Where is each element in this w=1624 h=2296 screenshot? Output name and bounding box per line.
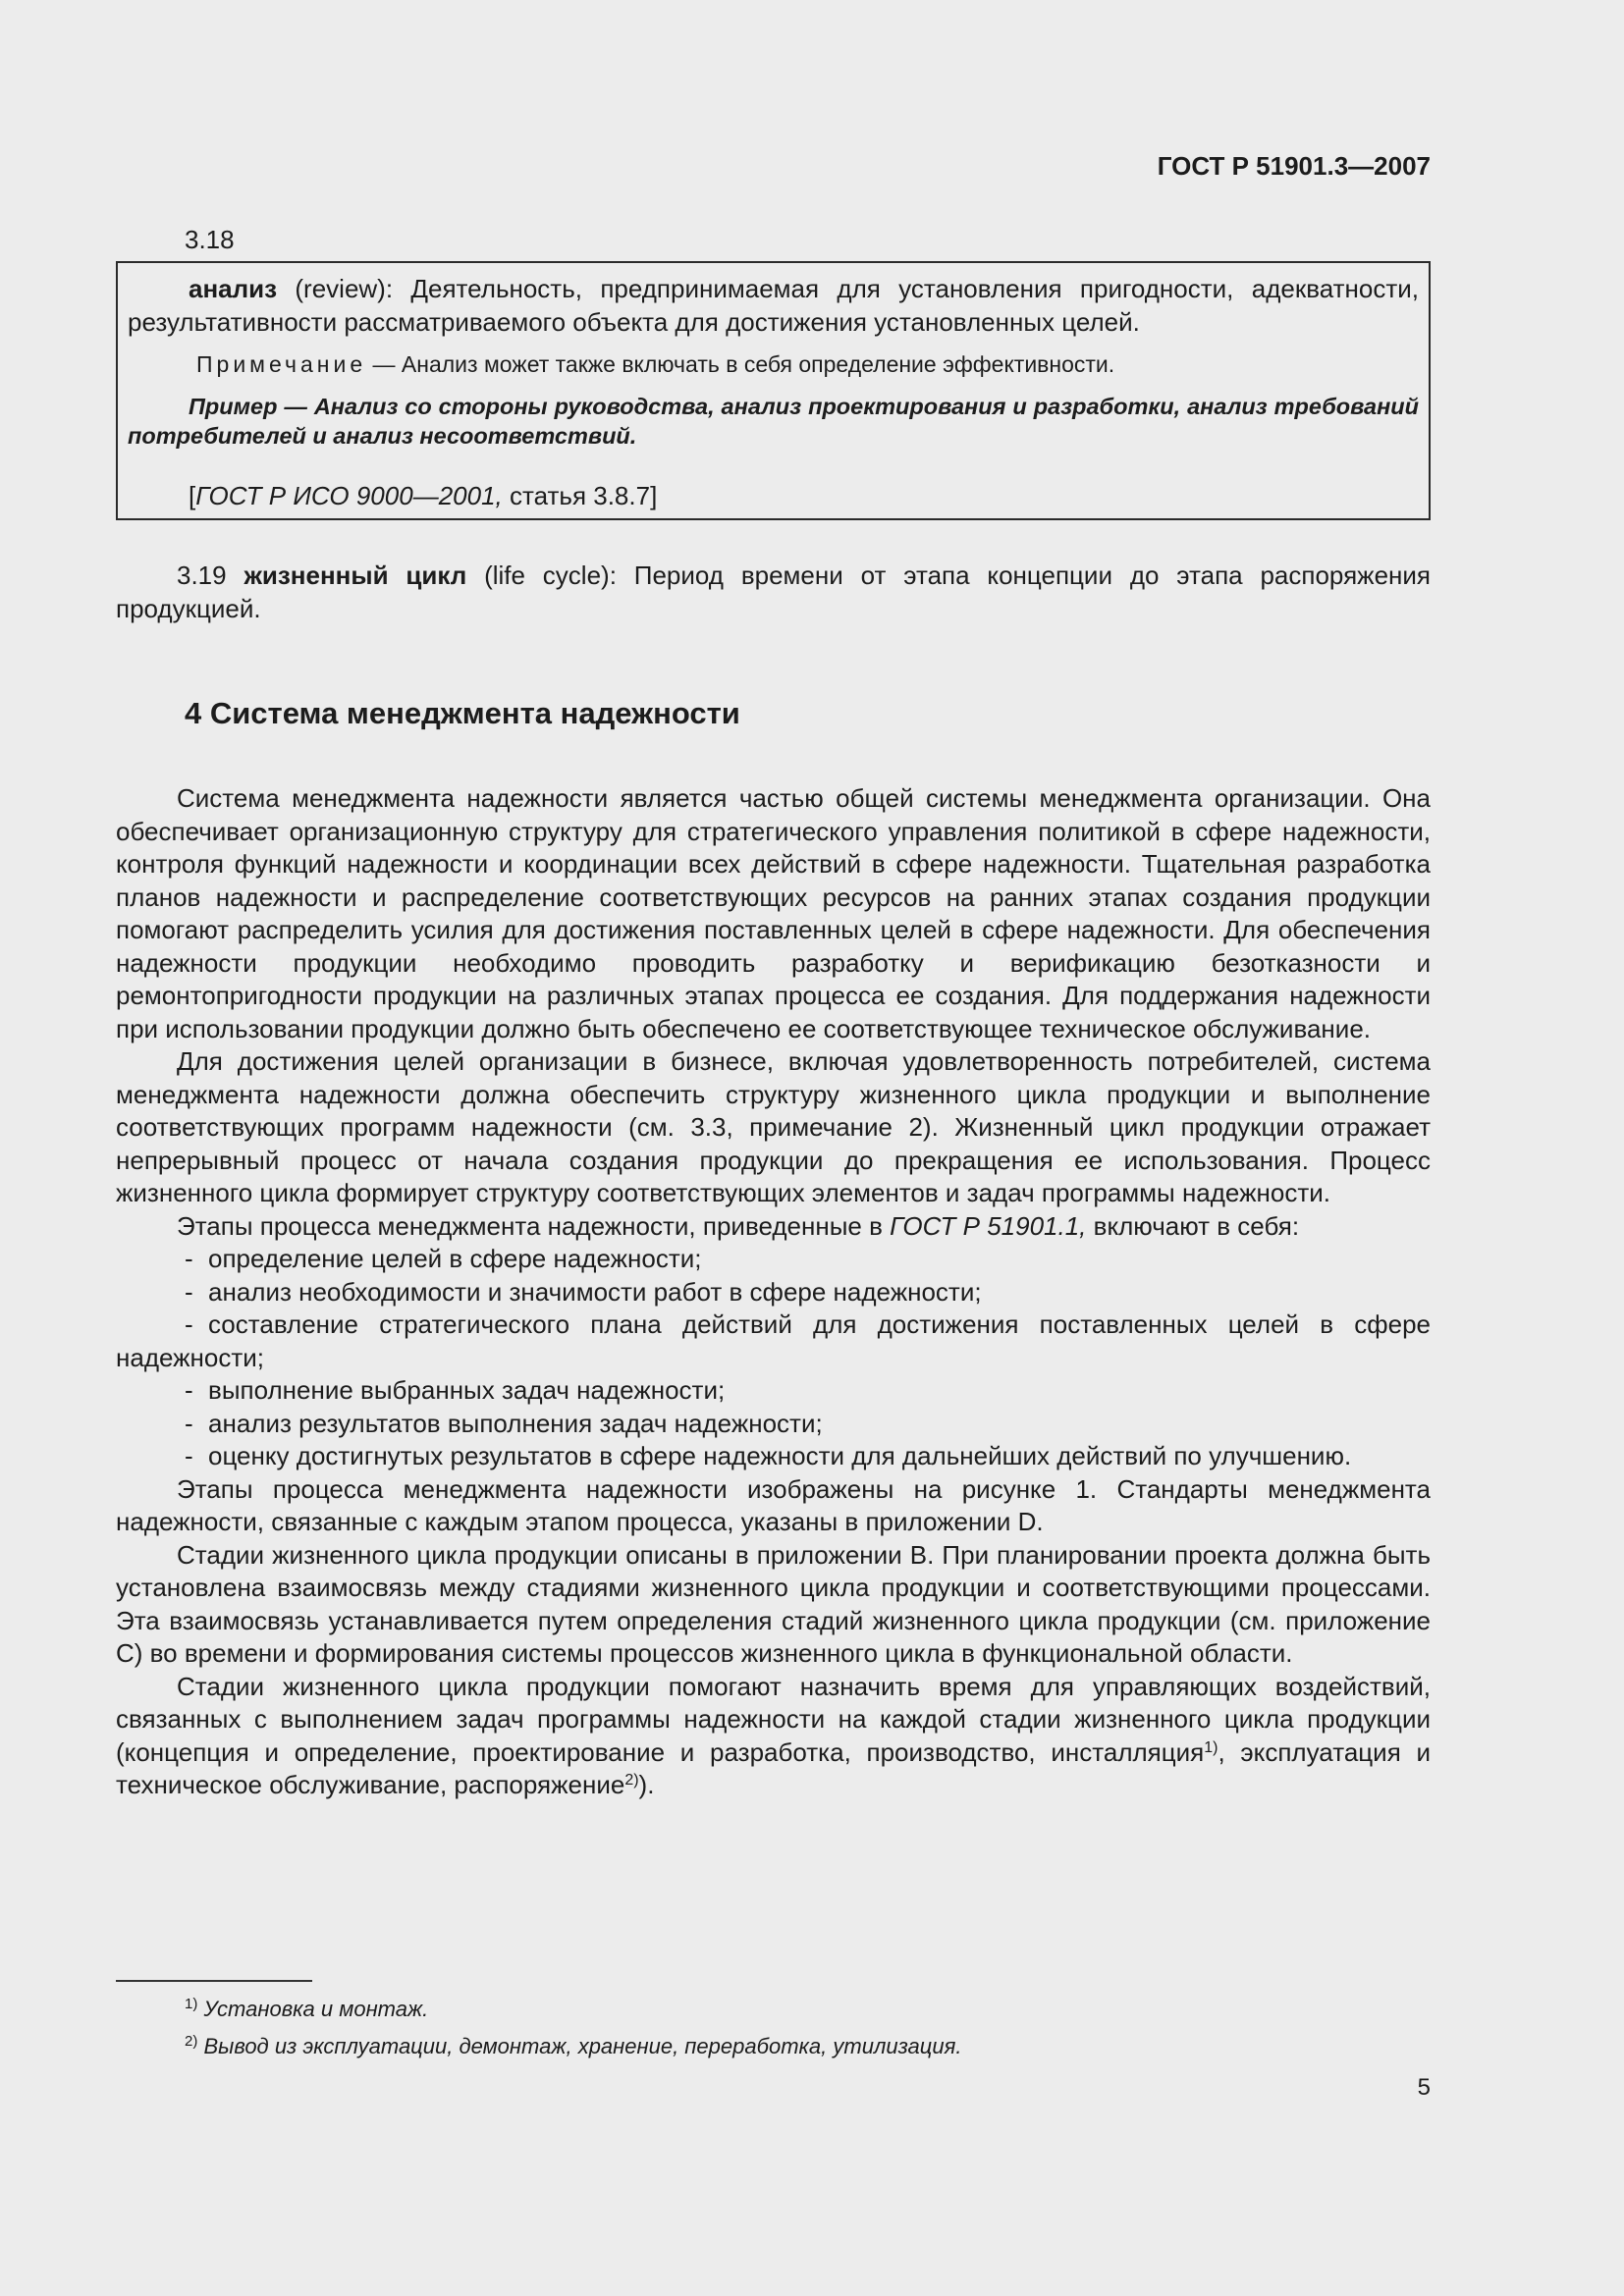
paragraph-3 xyxy=(116,1210,1431,1244)
term-definition-box xyxy=(116,261,1431,520)
list-item-text: анализ необходимости и значимости работ в сфере надежности; xyxy=(208,1276,982,1307)
note-text: — Анализ может также включать в себя определение эффективности. xyxy=(366,351,1115,377)
standard-reference: ГОСТ Р 51901.1, xyxy=(890,1210,1087,1241)
footnote-text: Вывод из эксплуатации, демонтаж, хранение, переработка, утилизация. xyxy=(197,2034,962,2058)
list-item-text: анализ результатов выполнения задач надежности; xyxy=(208,1408,823,1438)
paragraph-6-text: Стадии жизненного цикла продукции помогают назначить время для управляющих воздействий, связанных с выполнением задач программы надежности на каждой стадии жизненного цикла продукции (концепция и определение, проектирование и разработка, производство, инсталляция xyxy=(116,1671,1431,1767)
footnote-mark: 1) xyxy=(185,1996,198,2012)
paragraph-4: Этапы процесса менеджмента надежности изображены на рисунке 1. Стандарты менеджмента надежности, связанные с каждым этапом процесса, указаны в приложении D. xyxy=(116,1473,1431,1536)
footnote-ref-1: 1) xyxy=(1204,1738,1218,1756)
term-319-text: (life cycle): Период времени от этапа концепции до этапа распоряжения продукцией. xyxy=(116,561,1431,623)
list-item: - выполнение выбранных задач надежности; xyxy=(185,1375,726,1405)
section-body xyxy=(116,782,1431,1802)
paragraph-5: Стадии жизненного цикла продукции описаны в приложении B. При планировании проекта должна быть установлена взаимосвязь между стадиями жизненного цикла продукции и соответствующими процессами. Эта взаимосвязь устанавливается путем определения стадий жизненного цикла продукции (см. приложение C) во времени и формирования системы процессов жизненного цикла в функциональной области. xyxy=(116,1539,1431,1668)
paragraph-6-text-2: , эксплуатация и техническое обслуживание, распоряжение xyxy=(116,1736,1432,1799)
term-definition xyxy=(128,273,1419,339)
document-code: ГОСТ Р 51901.3—2007 xyxy=(1157,151,1431,181)
list-item: - определение целей в сфере надежности; xyxy=(185,1244,702,1273)
list-item-text: выполнение выбранных задач надежности; xyxy=(208,1375,726,1405)
term-note xyxy=(128,348,1419,382)
paragraph-1: Система менеджмента надежности является частью общей системы менеджмента организации. Она обеспечивает организационную структуру для стратегического управления политикой в сфере надежности, контроля функций надежности и координации всех действий в сфере надежности. Тщательная разработка планов надежности и распределение соответствующих ресурсов на ранних этапах создания продукции помогают распределить усилия для достижения поставленных целей в сфере надежности. Для обеспечения надежности продукции необходимо проводить разработку и верификацию безотказности и ремонтопригодности продукции на различных этапах процесса ее создания. Для поддержания надежности при использовании продукции должно быть обеспечено ее соответствующее техническое обслуживание. xyxy=(116,783,1431,1043)
paragraph-2: Для достижения целей организации в бизнесе, включая удовлетворенность потребителей, система менеджмента надежности должна обеспечить структуру жизненного цикла продукции и выполнение соответствующих программ надежности (см. 3.3, примечание 2). Жизненный цикл продукции отражает непрерывный процесс от начала создания продукции до прекращения ее использования. Процесс жизненного цикла формирует структуру соответствующих элементов и задач программы надежности. xyxy=(116,1046,1431,1207)
paragraph-3-tail: включают в себя: xyxy=(1086,1210,1300,1241)
term-number: 3.18 xyxy=(185,225,235,254)
source-reference: ГОСТ Р ИСО 9000—2001, xyxy=(195,480,503,510)
section-heading: 4 Система менеджмента надежности xyxy=(185,696,740,730)
term-definition-text: Деятельность, предпринимаемая для установления пригодности, адекватности, результативности рассматриваемого объекта для достижения установленных целей. xyxy=(128,274,1419,337)
term-source xyxy=(128,480,1419,513)
term-319-name: жизненный цикл xyxy=(244,561,467,590)
term-english: (review): xyxy=(277,274,394,303)
footnote-divider xyxy=(116,1980,312,1982)
term-example: Пример — Анализ со стороны руководства, анализ проектирования и разработки, анализ требований потребителей и анализ несоответствий. xyxy=(128,393,1419,449)
source-bracket: [ xyxy=(189,480,196,510)
paragraph-6-end: ). xyxy=(638,1770,655,1799)
footnote-1 xyxy=(185,1993,428,2026)
term-319-number: 3.19 xyxy=(177,561,244,590)
term-319 xyxy=(116,560,1431,625)
list-item: - оценку достигнутых результатов в сфере надежности для дальнейших действий по улучшению. xyxy=(185,1441,1352,1470)
page-number: 5 xyxy=(1417,2074,1431,2101)
term-name: анализ xyxy=(189,274,278,303)
paragraph-6 xyxy=(116,1671,1431,1802)
list-item-text: составление стратегического плана действий для достижения поставленных целей в сфере надежности; xyxy=(116,1309,1431,1372)
footnote-ref-2: 2) xyxy=(624,1772,639,1789)
list-item-text: оценку достигнутых результатов в сфере надежности для дальнейших действий по улучшению. xyxy=(208,1441,1352,1470)
source-article: статья 3.8.7] xyxy=(502,480,658,510)
list-item-text: определение целей в сфере надежности; xyxy=(208,1244,702,1273)
note-label: Примечание xyxy=(196,351,367,377)
footnote-mark: 2) xyxy=(185,2033,198,2050)
list-item: - составление стратегического плана действий для достижения поставленных целей в сфере надежности; xyxy=(116,1309,1431,1372)
list-item: - анализ необходимости и значимости работ в сфере надежности; xyxy=(185,1276,982,1307)
paragraph-3-text: Этапы процесса менеджмента надежности, приведенные в xyxy=(177,1210,891,1241)
footnote-text: Установка и монтаж. xyxy=(197,1997,429,2021)
list-item: - анализ результатов выполнения задач надежности; xyxy=(185,1408,823,1438)
footnote-2 xyxy=(185,2030,961,2063)
